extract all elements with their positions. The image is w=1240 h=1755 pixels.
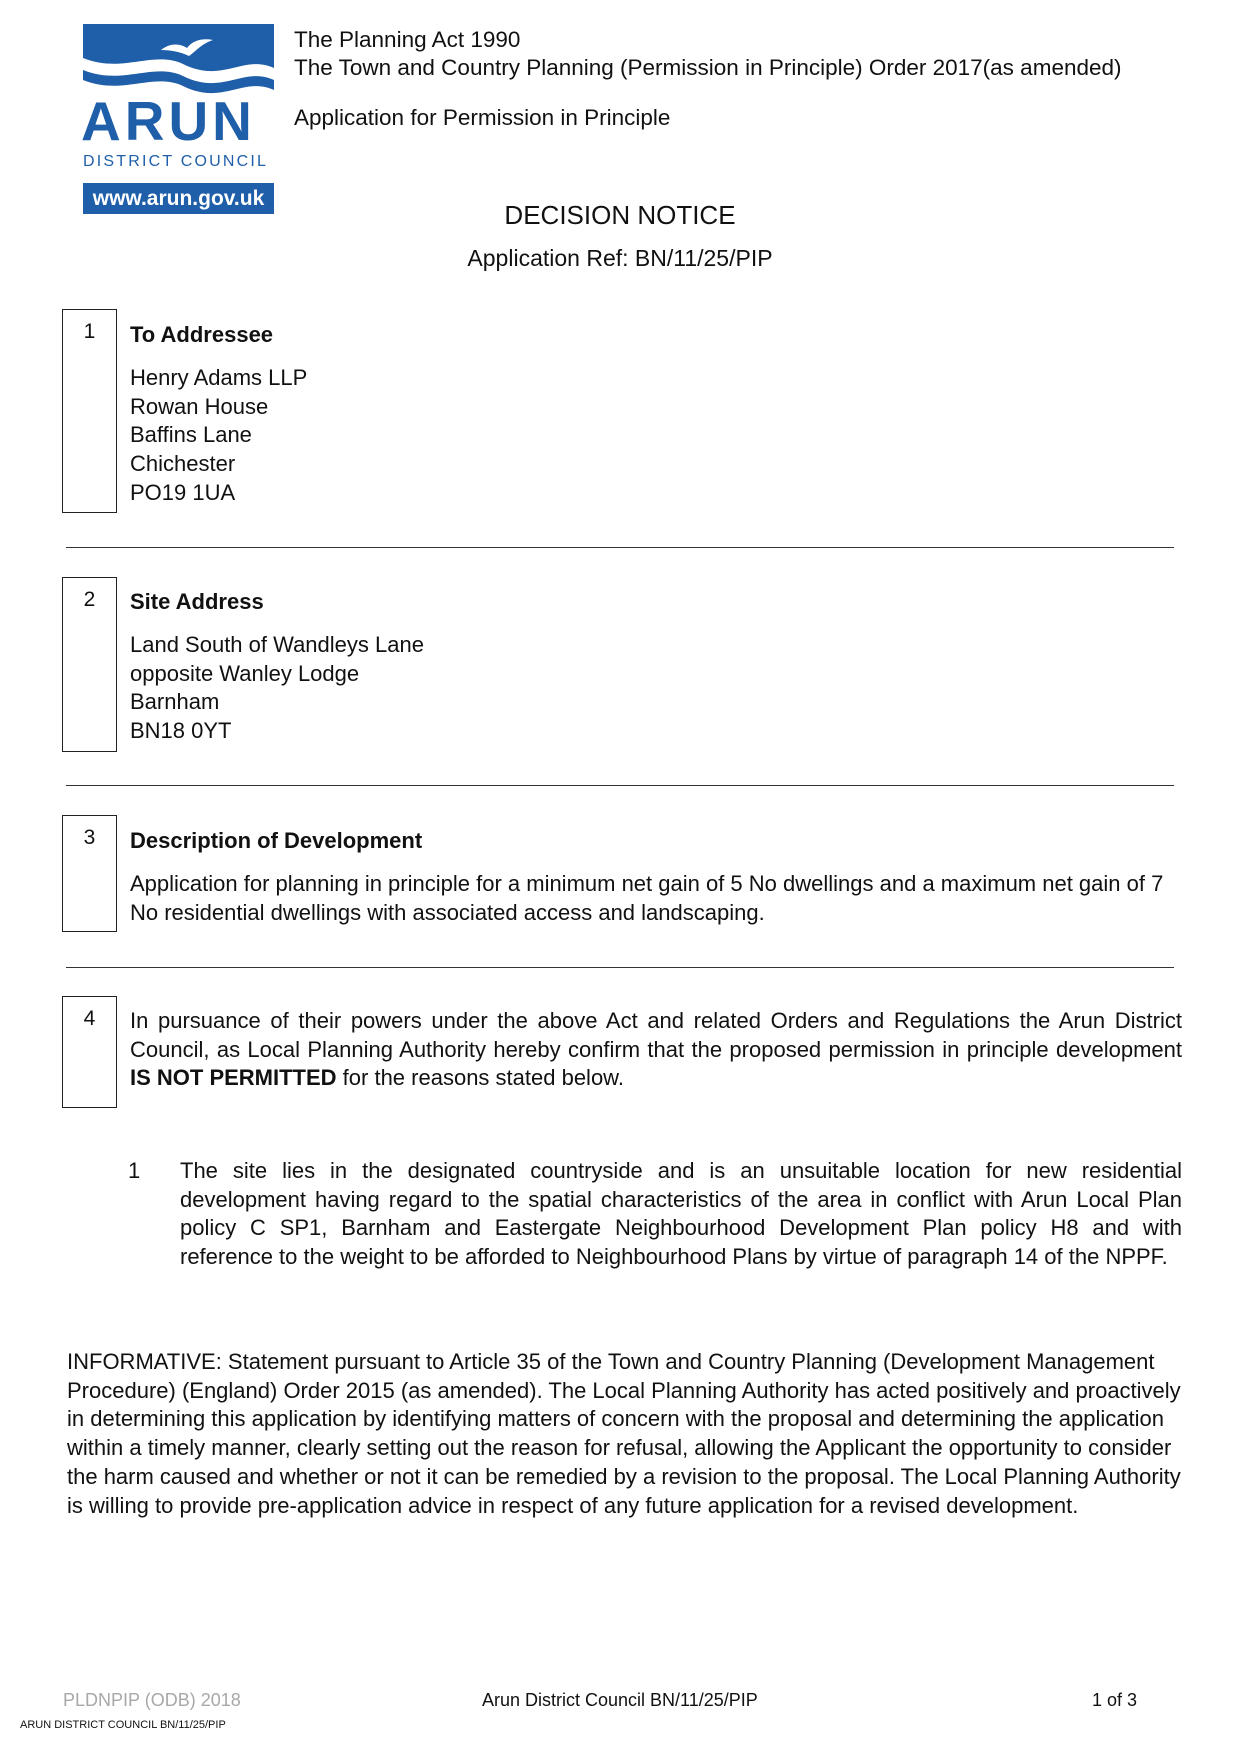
site-address-block xyxy=(130,631,424,746)
section-number: 3 xyxy=(83,826,96,849)
application-ref: Application Ref: BN/11/25/PIP xyxy=(467,245,773,271)
section-title-site-address: Site Address xyxy=(130,589,264,614)
address-line: opposite Wanley Lodge xyxy=(130,660,360,686)
address-line: Baffins Lane xyxy=(130,422,252,448)
section-number-box xyxy=(62,577,117,752)
address-line: Chichester xyxy=(130,451,236,477)
logo-website: www.arun.gov.uk xyxy=(83,183,274,214)
addressee-block xyxy=(130,364,307,508)
informative-text: INFORMATIVE: Statement pursuant to Article 35 of the Town and Country Planning (Development Management Procedure) (England) Order 2015 (as amended). The Local Planning Authority has acted positively and proactively in determining this application by identifying matters of concern with the proposal and determining the application within a timely manner, clearly setting out the reason for refusal, allowing the Applicant the opportunity to consider the harm caused and whether or not it can be remedied by a revision to the proposal. The Local Planning Authority is willing to provide pre-application advice in respect of any future application for a revised development. xyxy=(67,1349,1181,1518)
decision-text-end: for the reasons stated below. xyxy=(336,1065,624,1091)
reason-text: The site lies in the designated countryside and is an unsuitable location for new residential development having regard to the spatial characteristics of the area in conflict with Arun Local Plan policy C SP1, Barnham and Eastergate Neighbourhood Development Plan policy H8 and with reference to the weight to be afforded to Neighbourhood Plans by virtue of paragraph 14 of the NPPF. xyxy=(180,1158,1182,1270)
divider xyxy=(66,967,1174,968)
footer-form-code: PLDNPIP (ODB) 2018 xyxy=(63,1690,241,1710)
section-number: 1 xyxy=(83,320,96,343)
development-description: Application for planning in principle for a minimum net gain of 5 No dwellings and a maximum net gain of 7 No residential dwellings with associated access and landscaping. xyxy=(130,871,1164,925)
address-line: Land South of Wandleys Lane xyxy=(130,632,424,657)
section-number-box xyxy=(62,996,117,1108)
header-application-type: Application for Permission in Principle xyxy=(294,105,671,130)
section-title-description: Description of Development xyxy=(130,828,423,853)
section-number-box xyxy=(62,309,117,513)
section-title-addressee: To Addressee xyxy=(130,322,274,347)
footer-reference: Arun District Council BN/11/25/PIP xyxy=(482,1690,758,1710)
reason-number: 1 xyxy=(128,1158,141,1183)
section-number: 4 xyxy=(83,1007,96,1030)
logo-wordmark: ARUN xyxy=(81,90,256,152)
section-number-box xyxy=(62,815,117,932)
address-line: Rowan House xyxy=(130,393,269,419)
decision-statement xyxy=(130,1007,1182,1093)
address-line: Barnham xyxy=(130,689,220,715)
logo-council-text: DISTRICT COUNCIL xyxy=(83,153,269,170)
footer-small-ref: ARUN DISTRICT COUNCIL BN/11/25/PIP xyxy=(20,1719,226,1731)
divider xyxy=(66,785,1174,786)
decision-text: In pursuance of their powers under the above Act and related Orders and Regulations the Arun District Council, as Local Planning Authority hereby confirm that the proposed permission in principle development xyxy=(130,1008,1182,1062)
divider xyxy=(66,547,1174,548)
address-line: PO19 1UA xyxy=(130,479,236,505)
header-order: The Town and Country Planning (Permission in Principle) Order 2017(as amended) xyxy=(294,55,1122,80)
section-number: 2 xyxy=(83,588,96,611)
notice-title: DECISION NOTICE xyxy=(504,200,736,230)
decision-outcome: IS NOT PERMITTED xyxy=(130,1065,337,1091)
page-number: 1 of 3 xyxy=(1092,1690,1138,1710)
address-line: BN18 0YT xyxy=(130,718,232,744)
address-line: Henry Adams LLP xyxy=(130,365,308,390)
header-act: The Planning Act 1990 xyxy=(294,27,521,52)
